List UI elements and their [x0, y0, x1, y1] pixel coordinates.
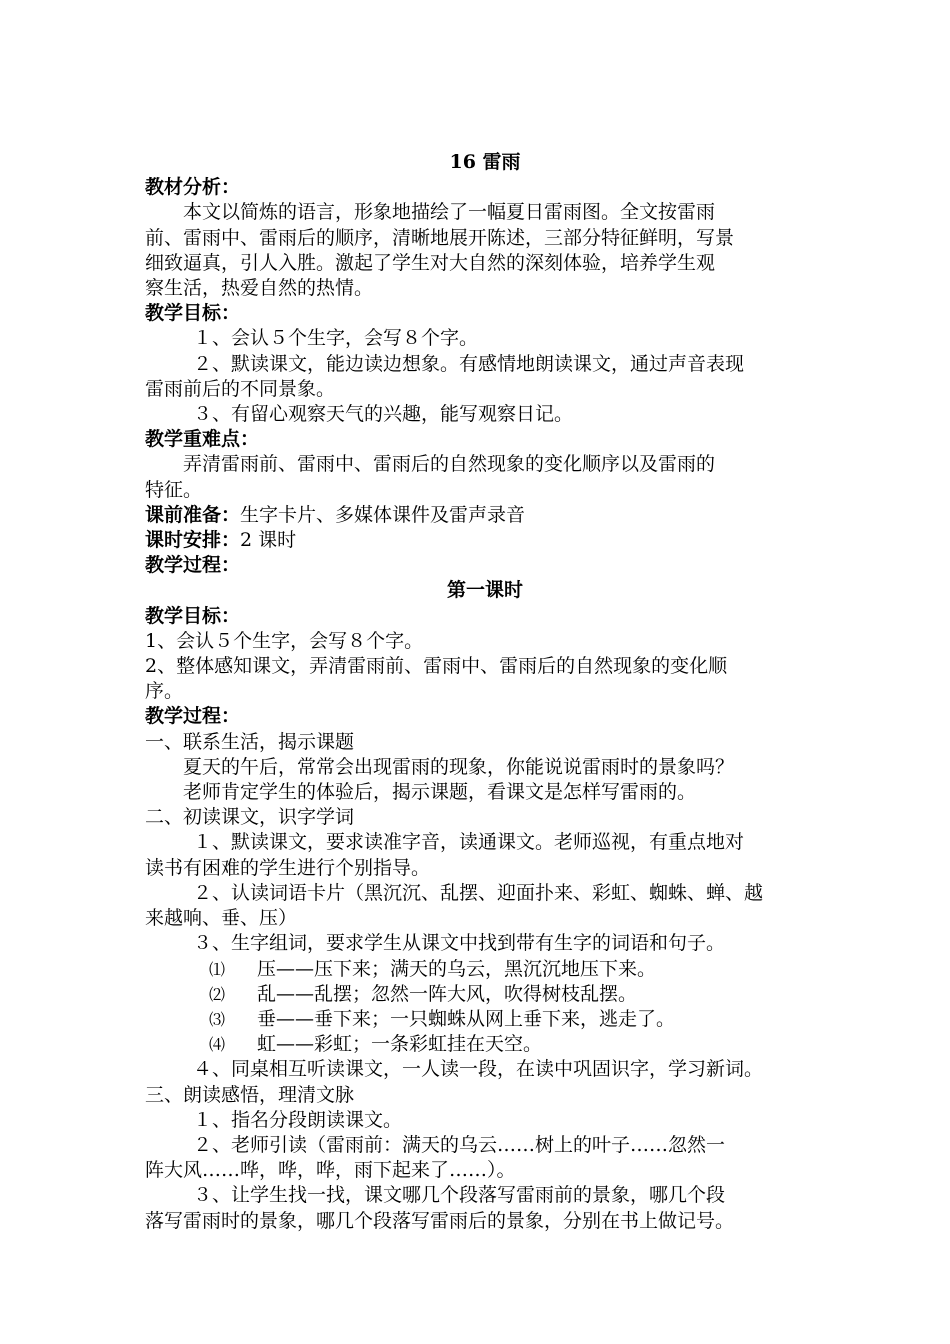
goal-line: ３、有留心观察天气的兴趣，能写观察日记。 [193, 403, 574, 426]
analysis-heading: 教材分析： [145, 176, 241, 199]
schedule-heading: 课时安排： [145, 529, 241, 552]
goals-heading: 教学目标： [145, 302, 241, 325]
lesson1-goal-line: 序。 [145, 680, 184, 703]
analysis-line: 本文以简炼的语言，形象地描绘了一幅夏日雷雨图。全文按雷雨 [183, 201, 716, 224]
word-item-number: ⑵ [209, 984, 226, 1004]
section-line: 来越响、垂、压） [145, 907, 298, 930]
lesson1-goals-heading: 教学目标： [145, 604, 241, 627]
lesson1-process-heading: 教学过程： [145, 705, 241, 728]
lesson1-goal-line: 2、整体感知课文，弄清雷雨前、雷雨中、雷雨后的自然现象的变化顺 [145, 655, 728, 678]
analysis-line: 察生活，热爱自然的热情。 [145, 277, 374, 300]
word-item-number: ⑷ [209, 1035, 226, 1055]
key-points-line: 弄清雷雨前、雷雨中、雷雨后的自然现象的变化顺序以及雷雨的 [183, 453, 716, 476]
schedule-line [145, 528, 825, 553]
key-points-line: 特征。 [145, 478, 203, 501]
goal-line: １、会认５个生字，会写８个字。 [193, 327, 479, 350]
analysis-line: 细致逼真，引人入胜。激起了学生对大自然的深刻体验，培养学生观 [145, 251, 716, 274]
word-item-text: 乱——乱摆；忽然一阵大风，吹得树枝乱摆。 [257, 982, 638, 1005]
word-item [145, 957, 825, 982]
word-item [145, 1032, 825, 1057]
goal-line: 雷雨前后的不同景象。 [145, 377, 336, 400]
document-body [145, 150, 825, 1234]
process-heading: 教学过程： [145, 554, 241, 577]
document-title: 16 雷雨 [449, 151, 521, 173]
section-line: 落写雷雨时的景象，哪几个段落写雷雨后的景象，分别在书上做记号。 [145, 1209, 735, 1232]
section-line: ３、生字组词，要求学生从课文中找到带有生字的词语和句子。 [193, 932, 726, 955]
section-line: 夏天的午后，常常会出现雷雨的现象，你能说说雷雨时的景象吗？ [183, 755, 735, 778]
word-item-number: ⑶ [209, 1009, 226, 1029]
section-line: １、指名分段朗读课文。 [193, 1108, 403, 1131]
word-item-text: 压——压下来；满天的乌云，黑沉沉地压下来。 [257, 957, 657, 980]
word-item-text: 垂——垂下来；一只蜘蛛从网上垂下来，逃走了。 [257, 1007, 676, 1030]
word-item-number: ⑴ [209, 959, 226, 979]
section-heading: 一、联系生活，揭示课题 [145, 730, 355, 753]
word-item [145, 982, 825, 1007]
analysis-line: 前、雷雨中、雷雨后的顺序，清晰地展开陈述，三部分特征鲜明，写景 [145, 226, 735, 249]
goal-line: ２、默读课文，能边读边想象。有感情地朗读课文，通过声音表现 [193, 352, 745, 375]
section-line: 老师肯定学生的体验后，揭示课题，看课文是怎样写雷雨的。 [183, 781, 697, 804]
section-line: １、默读课文，要求读准字音，读通课文。老师巡视，有重点地对 [193, 831, 745, 854]
prep-heading: 课前准备： [145, 503, 241, 526]
section-line: ２、老师引读（雷雨前：满天的乌云……树上的叶子……忽然一 [193, 1133, 726, 1156]
key-points-heading: 教学重难点： [145, 428, 260, 451]
prep-text: 生字卡片、多媒体课件及雷声录音 [240, 503, 526, 526]
section-heading: 二、初读课文，识字学词 [145, 806, 355, 829]
prep-line [145, 503, 825, 528]
section-line: 阵大风……哗，哗，哗，雨下起来了……）。 [145, 1159, 516, 1182]
section-line: ２、认读词语卡片（黑沉沉、乱摆、迎面扑来、彩虹、蜘蛛、蝉、越 [193, 881, 764, 904]
section-line: ４、同桌相互听读课文，一人读一段，在读中巩固识字，学习新词。 [193, 1058, 764, 1081]
section-line: 读书有困难的学生进行个别指导。 [145, 856, 431, 879]
lesson1-goal-line: 1、会认５个生字，会写８个字。 [145, 629, 424, 652]
word-item-text: 虹——彩虹；一条彩虹挂在天空。 [257, 1033, 543, 1056]
word-item [145, 1007, 825, 1032]
lesson1-title: 第一课时 [446, 579, 523, 602]
section-line: ３、让学生找一找，课文哪几个段落写雷雨前的景象，哪几个段 [193, 1184, 726, 1207]
section-heading: 三、朗读感悟，理清文脉 [145, 1083, 355, 1106]
schedule-text: 2 课时 [240, 529, 297, 552]
